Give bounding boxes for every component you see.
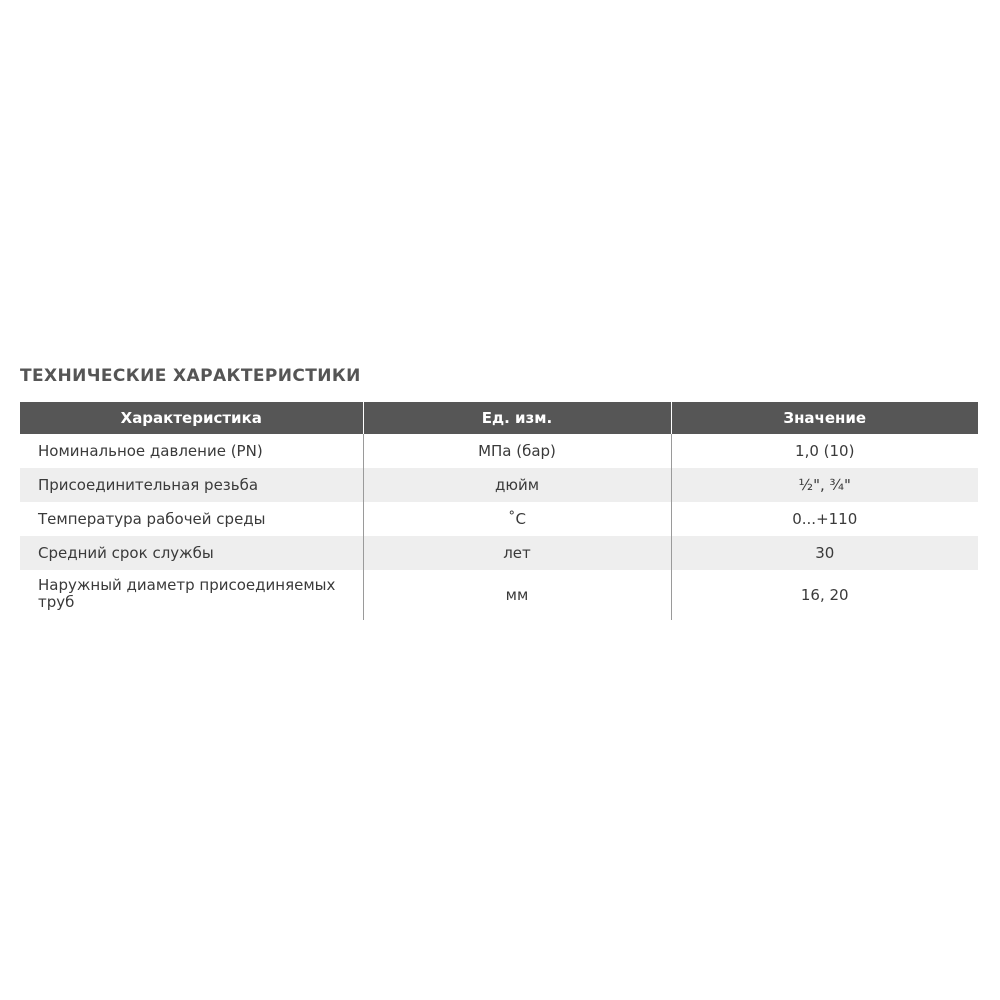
row-value: 16, 20 [800,586,849,604]
row-name: Наружный диаметр присоединяемых труб [20,570,363,620]
specs-table [20,402,978,620]
header-value: Значение [671,402,978,434]
table-body [20,434,978,620]
header-unit: Ед. изм. [363,402,671,434]
header-row [20,402,978,434]
row-name: Средний срок службы [20,536,363,570]
row-value: 30 [671,536,978,570]
row-unit: мм [363,570,671,620]
row-name: Присоединительная резьба [20,468,363,502]
table-row [20,502,978,536]
section-title: ТЕХНИЧЕСКИЕ ХАРАКТЕРИСТИКИ [20,366,361,386]
table-row [20,536,978,570]
header-characteristic: Характеристика [20,402,363,434]
table-row [20,468,978,502]
row-value: ½", ¾" [671,468,978,502]
row-value: 0...+110 [792,510,858,528]
row-name: Номинальное давление (PN) [20,434,363,468]
row-unit: МПа (бар) [363,434,671,468]
row-value: 1,0 (10) [795,442,855,460]
row-unit: ˚С [363,502,671,536]
table-row [20,434,978,468]
table-header [20,402,978,434]
table-row [20,570,978,620]
row-name: Температура рабочей среды [20,502,363,536]
row-unit: дюйм [363,468,671,502]
row-unit: лет [363,536,671,570]
